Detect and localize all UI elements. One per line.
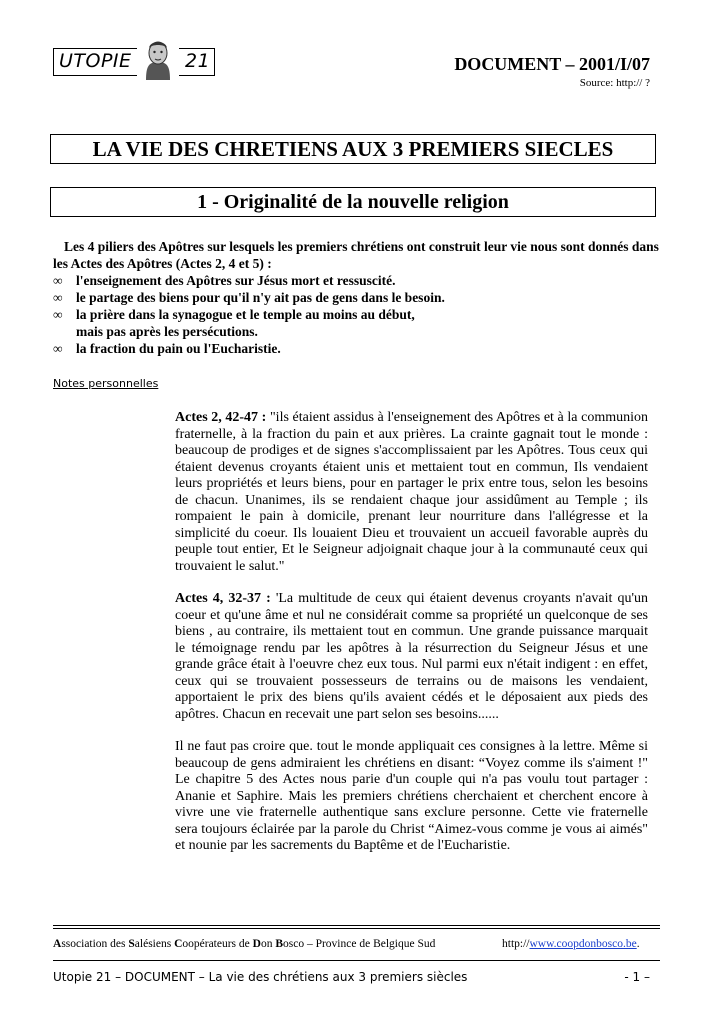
list-item bbox=[53, 289, 673, 306]
logo-text-21: 21 bbox=[185, 50, 211, 72]
portrait-icon bbox=[137, 36, 179, 82]
intro-text: Les 4 piliers des Apôtres sur lesquels les premiers chrétiens ont construit leur vie nous sont donnés dans les Actes des Apôtres (Actes 2, 4 et 5) : bbox=[53, 239, 659, 271]
notes-label: Notes personnelles bbox=[53, 377, 159, 390]
pillar-text: la fraction du pain ou l'Eucharistie. bbox=[76, 341, 281, 356]
pillar-text-continued: mais pas après les persécutions. bbox=[76, 324, 258, 339]
assoc-initial: B bbox=[275, 938, 283, 950]
passage-acts-2 bbox=[175, 410, 648, 575]
assoc-text: alésiens bbox=[134, 938, 175, 950]
page-footer-divider bbox=[53, 960, 660, 961]
passage-reference: Actes 2, 42-47 : bbox=[175, 410, 267, 425]
infinity-bullet-icon: ∞ bbox=[53, 273, 63, 288]
passage-text: "ils étaient assidus à l'enseignement des Apôtres et à la communion fraternelle, à la fraction du pain et aux prières. La crainte gagnait tout le monde : beaucoup de prodiges et de signes s'accomplissaient par les Apôtres. Tous ceux qui étaient devenus croyants étaient unis et mettaient tout en commun, Ils vendaient leurs propriétés et leurs biens, pour en partager le prix entre tous, selon les besoins de chacun. Unanimes, ils se rendaient chaque jour assidûment au Temple ; ils rompaient le pain à domicile, prenant leur nourriture dans l'allégresse et la simplicité du coeur. Ils louaient Dieu et trouvaient un accueil favorable auprès du peuple tout entier, Et le Seigneur adjoignait chaque jour à la communauté ceux qui trouvaient le salut." bbox=[175, 410, 648, 574]
website bbox=[502, 938, 640, 950]
association-line bbox=[53, 938, 435, 950]
assoc-text: osco – Province de Belgique Sud bbox=[283, 938, 436, 950]
page-title: LA VIE DES CHRETIENS AUX 3 PREMIERS SIECLES bbox=[50, 134, 656, 164]
pillars-list bbox=[53, 272, 673, 357]
document-reference: DOCUMENT – 2001/I/07 bbox=[454, 54, 650, 74]
closing-paragraph: Il ne faut pas croire que. tout le monde appliquait ces consignes à la lettre. Même si beaucoup de gens admiraient les chrétiens en disant: “Voyez comme ils s'aiment !" Le chapitre 5 des Actes nous parie d'un couple qui n'a pas voulu tout partager : Ananie et Saphire. Mais les premiers chrétiens cherchaient et cherchent encore à vivre une vie fraternelle authentique sans exclure personne. Cette vie fraternelle sera toujours éclairée par la parole du Christ “Aimez-vous comme je vous ai aimés" et nounie par les sacrements du Baptême et de l'Eucharistie. bbox=[175, 739, 648, 853]
pillar-text: la prière dans la synagogue et le temple au moins au début, bbox=[76, 307, 415, 322]
section-title: 1 - Originalité de la nouvelle religion bbox=[50, 187, 656, 217]
infinity-bullet-icon: ∞ bbox=[53, 290, 63, 305]
page-number: - 1 – bbox=[624, 970, 650, 984]
utopie21-logo bbox=[53, 42, 217, 78]
footer-divider bbox=[53, 925, 660, 926]
assoc-initial: S bbox=[128, 938, 135, 950]
assoc-initial: C bbox=[174, 938, 183, 950]
assoc-initial: A bbox=[53, 938, 62, 950]
assoc-initial: D bbox=[252, 938, 261, 950]
passage-acts-4 bbox=[175, 591, 648, 723]
page-footer: Utopie 21 – DOCUMENT – La vie des chrétiens aux 3 premiers siècles bbox=[53, 970, 468, 984]
assoc-text: ssociation des bbox=[61, 938, 129, 950]
logo-text-utopie: UTOPIE bbox=[59, 50, 132, 72]
passage-reference: Actes 4, 32-37 : bbox=[175, 591, 271, 606]
url-suffix: . bbox=[636, 938, 640, 950]
url-prefix: http:// bbox=[502, 938, 530, 950]
body-text bbox=[175, 410, 648, 871]
infinity-bullet-icon: ∞ bbox=[53, 341, 63, 356]
intro-section bbox=[53, 238, 673, 357]
list-item bbox=[53, 306, 673, 340]
website-link[interactable]: www.coopdonbosco.be bbox=[529, 938, 637, 950]
infinity-bullet-icon: ∞ bbox=[53, 307, 63, 322]
assoc-text: oopérateurs de bbox=[182, 938, 253, 950]
pillar-text: l'enseignement des Apôtres sur Jésus mort et ressuscité. bbox=[76, 273, 396, 288]
source-line: Source: http:// ? bbox=[579, 77, 650, 89]
pillar-text: le partage des biens pour qu'il n'y ait pas de gens dans le besoin. bbox=[76, 290, 445, 305]
passage-text: 'La multitude de ceux qui étaient devenus croyants n'avait qu'un coeur et qu'une âme et nul ne considérait comme sa propriété un quelconque de ses biens , au contraire, ils mettaient tout en commun. Une grande puissance marquait le témoignage rendu par les apôtres à la résurrection du Seigneur Jésus et une grande grâce était à l'oeuvre chez eux tous. Nul parmi eux n'était indigent : en effet, ceux qui se trouvaient possesseurs de terrains ou de maisons les vendaient, apportaient le prix des biens qu'ils avaient cédés et le déposaient aux pieds des apôtres. Chacun en recevait une part selon ses besoins...... bbox=[175, 591, 648, 722]
assoc-text: on bbox=[260, 938, 276, 950]
list-item bbox=[53, 272, 673, 289]
footer-divider bbox=[53, 928, 660, 929]
list-item bbox=[53, 340, 673, 357]
